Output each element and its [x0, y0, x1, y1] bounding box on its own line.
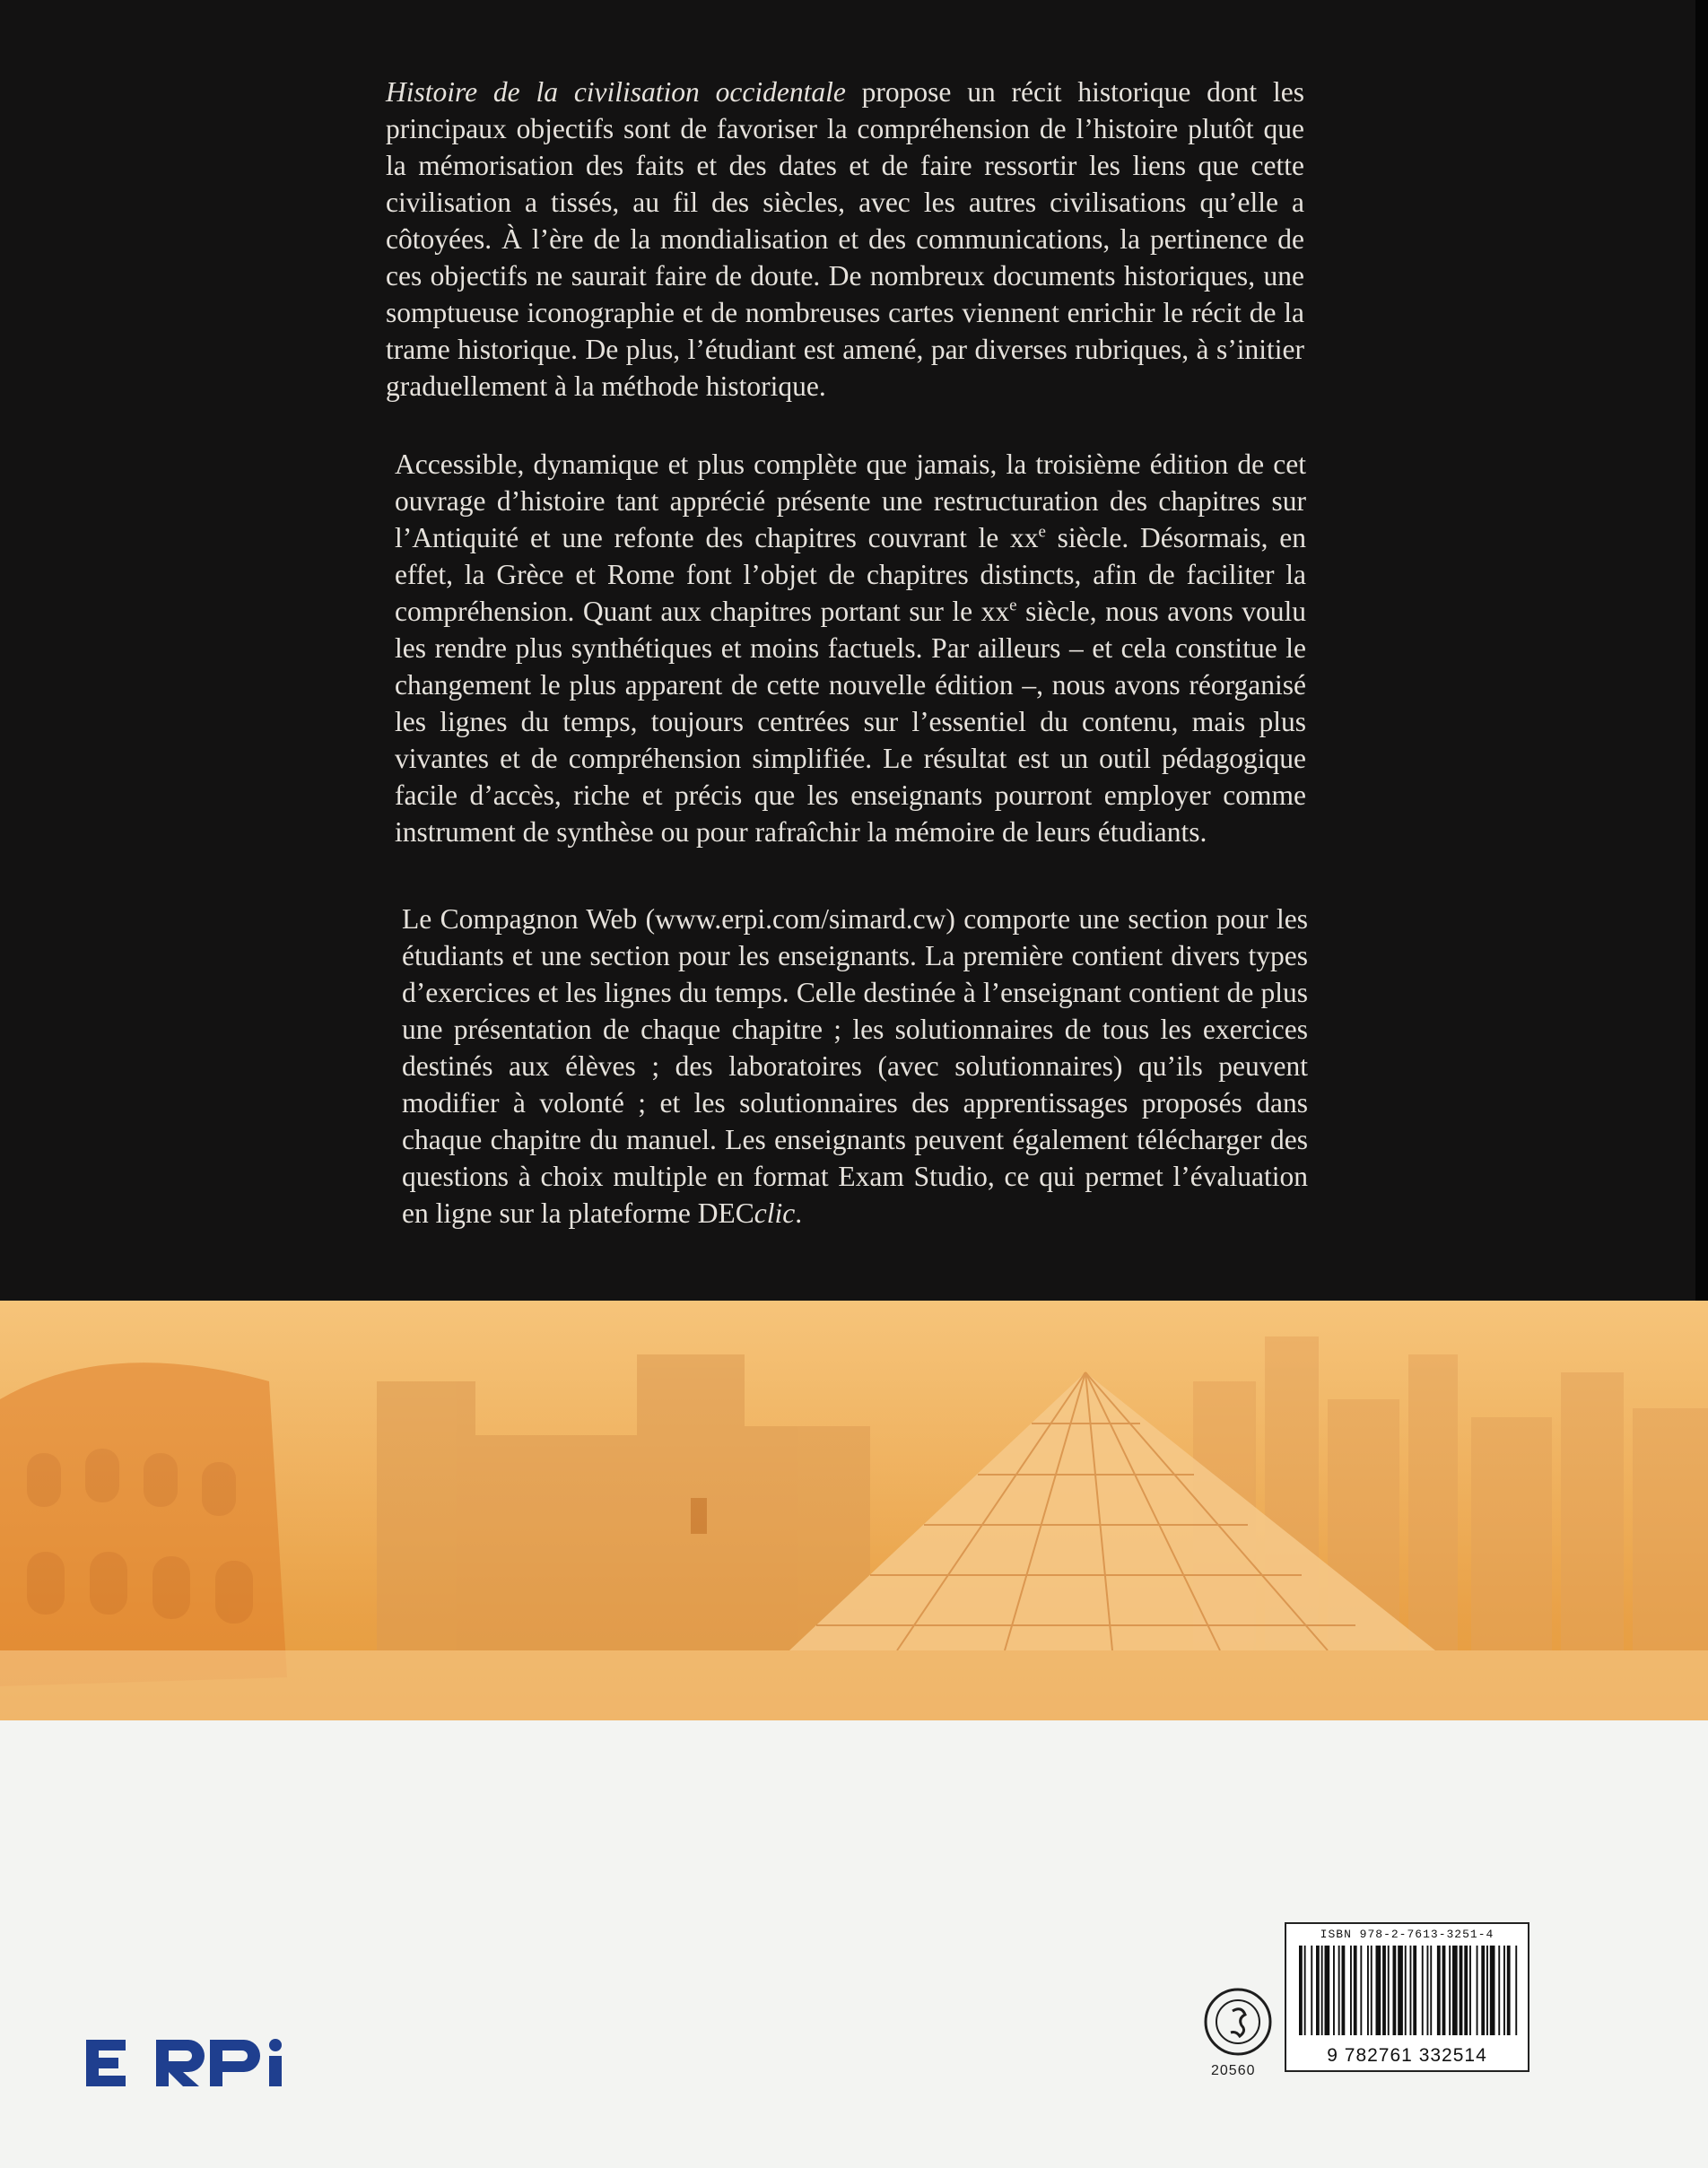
barcode-bar: [1464, 1946, 1468, 2035]
erpi-publisher-logo: [86, 2036, 301, 2090]
barcode-bar: [1430, 1946, 1432, 2035]
decclic-italic: clic: [754, 1197, 796, 1229]
book-title-italic: Histoire de la civilisation occidentale: [386, 76, 846, 108]
barcode-bar: [1367, 1946, 1369, 2035]
barcode-bar: [1304, 1946, 1306, 2035]
barcode-bar: [1311, 1946, 1312, 2035]
barcode-bar: [1299, 1946, 1303, 2035]
barcode-bar: [1477, 1946, 1478, 2035]
seal-graphic: [1202, 1986, 1274, 2058]
barcode-bar: [1413, 1946, 1416, 2035]
barcode-bar: [1452, 1946, 1458, 2035]
century-numeral-1: xx: [1010, 522, 1039, 553]
century-numeral-2: xx: [980, 596, 1010, 627]
barcode-bar: [1321, 1946, 1323, 2035]
barcode-bar: [1360, 1946, 1362, 2035]
barcode-bar: [1460, 1946, 1463, 2035]
paragraph-3-end: .: [795, 1197, 803, 1229]
century-sup-1: e: [1038, 522, 1046, 542]
barcode-bar: [1398, 1946, 1403, 2035]
barcode-bar: [1442, 1946, 1446, 2035]
isbn-label: ISBN 978-2-7613-3251-4: [1320, 1928, 1494, 1941]
barcode-bar: [1338, 1946, 1340, 2035]
barcode-bar: [1427, 1946, 1429, 2035]
barcode-bar: [1405, 1946, 1407, 2035]
monuments-banner-image: [0, 1301, 1708, 1720]
seal-code: 20560: [1211, 2063, 1256, 2078]
barcode-bar: [1382, 1946, 1386, 2035]
barcode-bars: [1299, 1946, 1519, 2035]
barcode-bar: [1449, 1946, 1451, 2035]
barcode-bar: [1481, 1946, 1485, 2035]
colosseum-shape: [0, 1363, 287, 1686]
paragraph-3-text: Le Compagnon Web (www.erpi.com/simard.cw) comporte une section pour les étudiants et une section pour les enseignants. La première contient divers types d’exercices et les lignes du temps. Celle destinée à l’enseignant contient de plus une présentation de chaque chapitre ; les solutionnaires de tous les exercices destinés aux élèves ; des laboratoires (avec solutionnaires) qu’ils peuvent modifier à volonté ; et les solutionnaires des apprentissages proposés dans chaque chapitre du manuel. Les enseignants peuvent également télécharger des questions à choix multiple en format Exam Studio, ce qui permet l’évaluation en ligne sur la plateforme DEC: [402, 903, 1308, 1229]
isbn-barcode: [1285, 1922, 1529, 2072]
barcode-bar: [1325, 1946, 1330, 2035]
paragraph-2-part-1: Accessible, dynamique et plus complète que jamais, la troisième édition de cet ouvrage d’histoire tant apprécié présente une restructuration des chapitres sur l’Antiquité et une refonte des chapitres couvrant le: [395, 448, 1306, 553]
barcode-bar: [1437, 1946, 1441, 2035]
barcode-bar: [1410, 1946, 1412, 2035]
printed-in-canada-seal-icon: [1202, 1986, 1274, 2058]
barcode-bar: [1507, 1946, 1511, 2035]
monuments-illustration: [0, 1301, 1708, 1720]
paragraph-2-part-3: siècle, nous avons voulu les rendre plus synthétiques et moins factuels. Par ailleurs – et cela constitue le changement le plus apparent de cette nouvelle édition –, nous avons réorganisé les lignes du temps, toujours centrées sur l’essentiel du contenu, mais plus vivantes et de compréhension simplifiée. Le résultat est un outil pédagogique facile d’accès, riche et précis que les enseignants pourront employer comme instrument de synthèse ou pour rafraîchir la mémoire de leurs étudiants.: [395, 596, 1306, 848]
barcode-bar: [1371, 1946, 1372, 2035]
barcode-digits: [1286, 2045, 1528, 2067]
barcode-bar: [1354, 1946, 1357, 2035]
barcode-bar: [1498, 1946, 1500, 2035]
barcode-bar: [1486, 1946, 1488, 2035]
cover-edge-shadow: [1695, 0, 1708, 1301]
barcode-bar: [1515, 1946, 1517, 2035]
barcode-bar: [1503, 1946, 1505, 2035]
barcode-bar: [1376, 1946, 1381, 2035]
barcode-bar: [1342, 1946, 1346, 2035]
barcode-bar: [1388, 1946, 1390, 2035]
barcode-bar: [1469, 1946, 1471, 2035]
barcode-bar: [1333, 1946, 1335, 2035]
paragraph-1-text: propose un récit historique dont les principaux objectifs sont de favoriser la compréhension de l’histoire plutôt que la mémorisation des faits et des dates et de faire ressortir les liens que cette civilisation a tissés, au fil des siècles, avec les autres civilisations qu’elle a côtoyées. À l’ère de la mondialisation et des communications, la pertinence de ces objectifs ne saurait faire de doute. De nombreux documents historiques, une somptueuse iconographie et de nombreuses cartes viennent enrichir le récit de la trame historique. De plus, l’étudiant est amené, par diverses rubriques, à s’initier graduellement à la méthode historique.: [386, 76, 1304, 402]
erpi-logo-icon: [86, 2036, 301, 2090]
century-sup-2: e: [1009, 596, 1017, 615]
barcode-left-digits: 782761: [1344, 2045, 1413, 2066]
paragraph-2-part-2: siècle. Désormais, en effet, la Grèce et Rome font l’objet de chapitres distincts, afin de faciliter la compréhension. Quant aux chapitres portant sur le: [395, 522, 1306, 627]
barcode-bar: [1393, 1946, 1397, 2035]
barcode-bar: [1316, 1946, 1320, 2035]
barcode-right-digits: 332514: [1418, 2045, 1487, 2066]
description-paragraph-3: [402, 901, 1308, 1232]
description-paragraph-1: [386, 74, 1304, 405]
barcode-bar: [1350, 1946, 1352, 2035]
barcode-bar: [1422, 1946, 1424, 2035]
barcode-lead-digit: 9: [1327, 2045, 1338, 2066]
barcode-bar: [1490, 1946, 1495, 2035]
description-paragraph-2: [395, 446, 1306, 850]
